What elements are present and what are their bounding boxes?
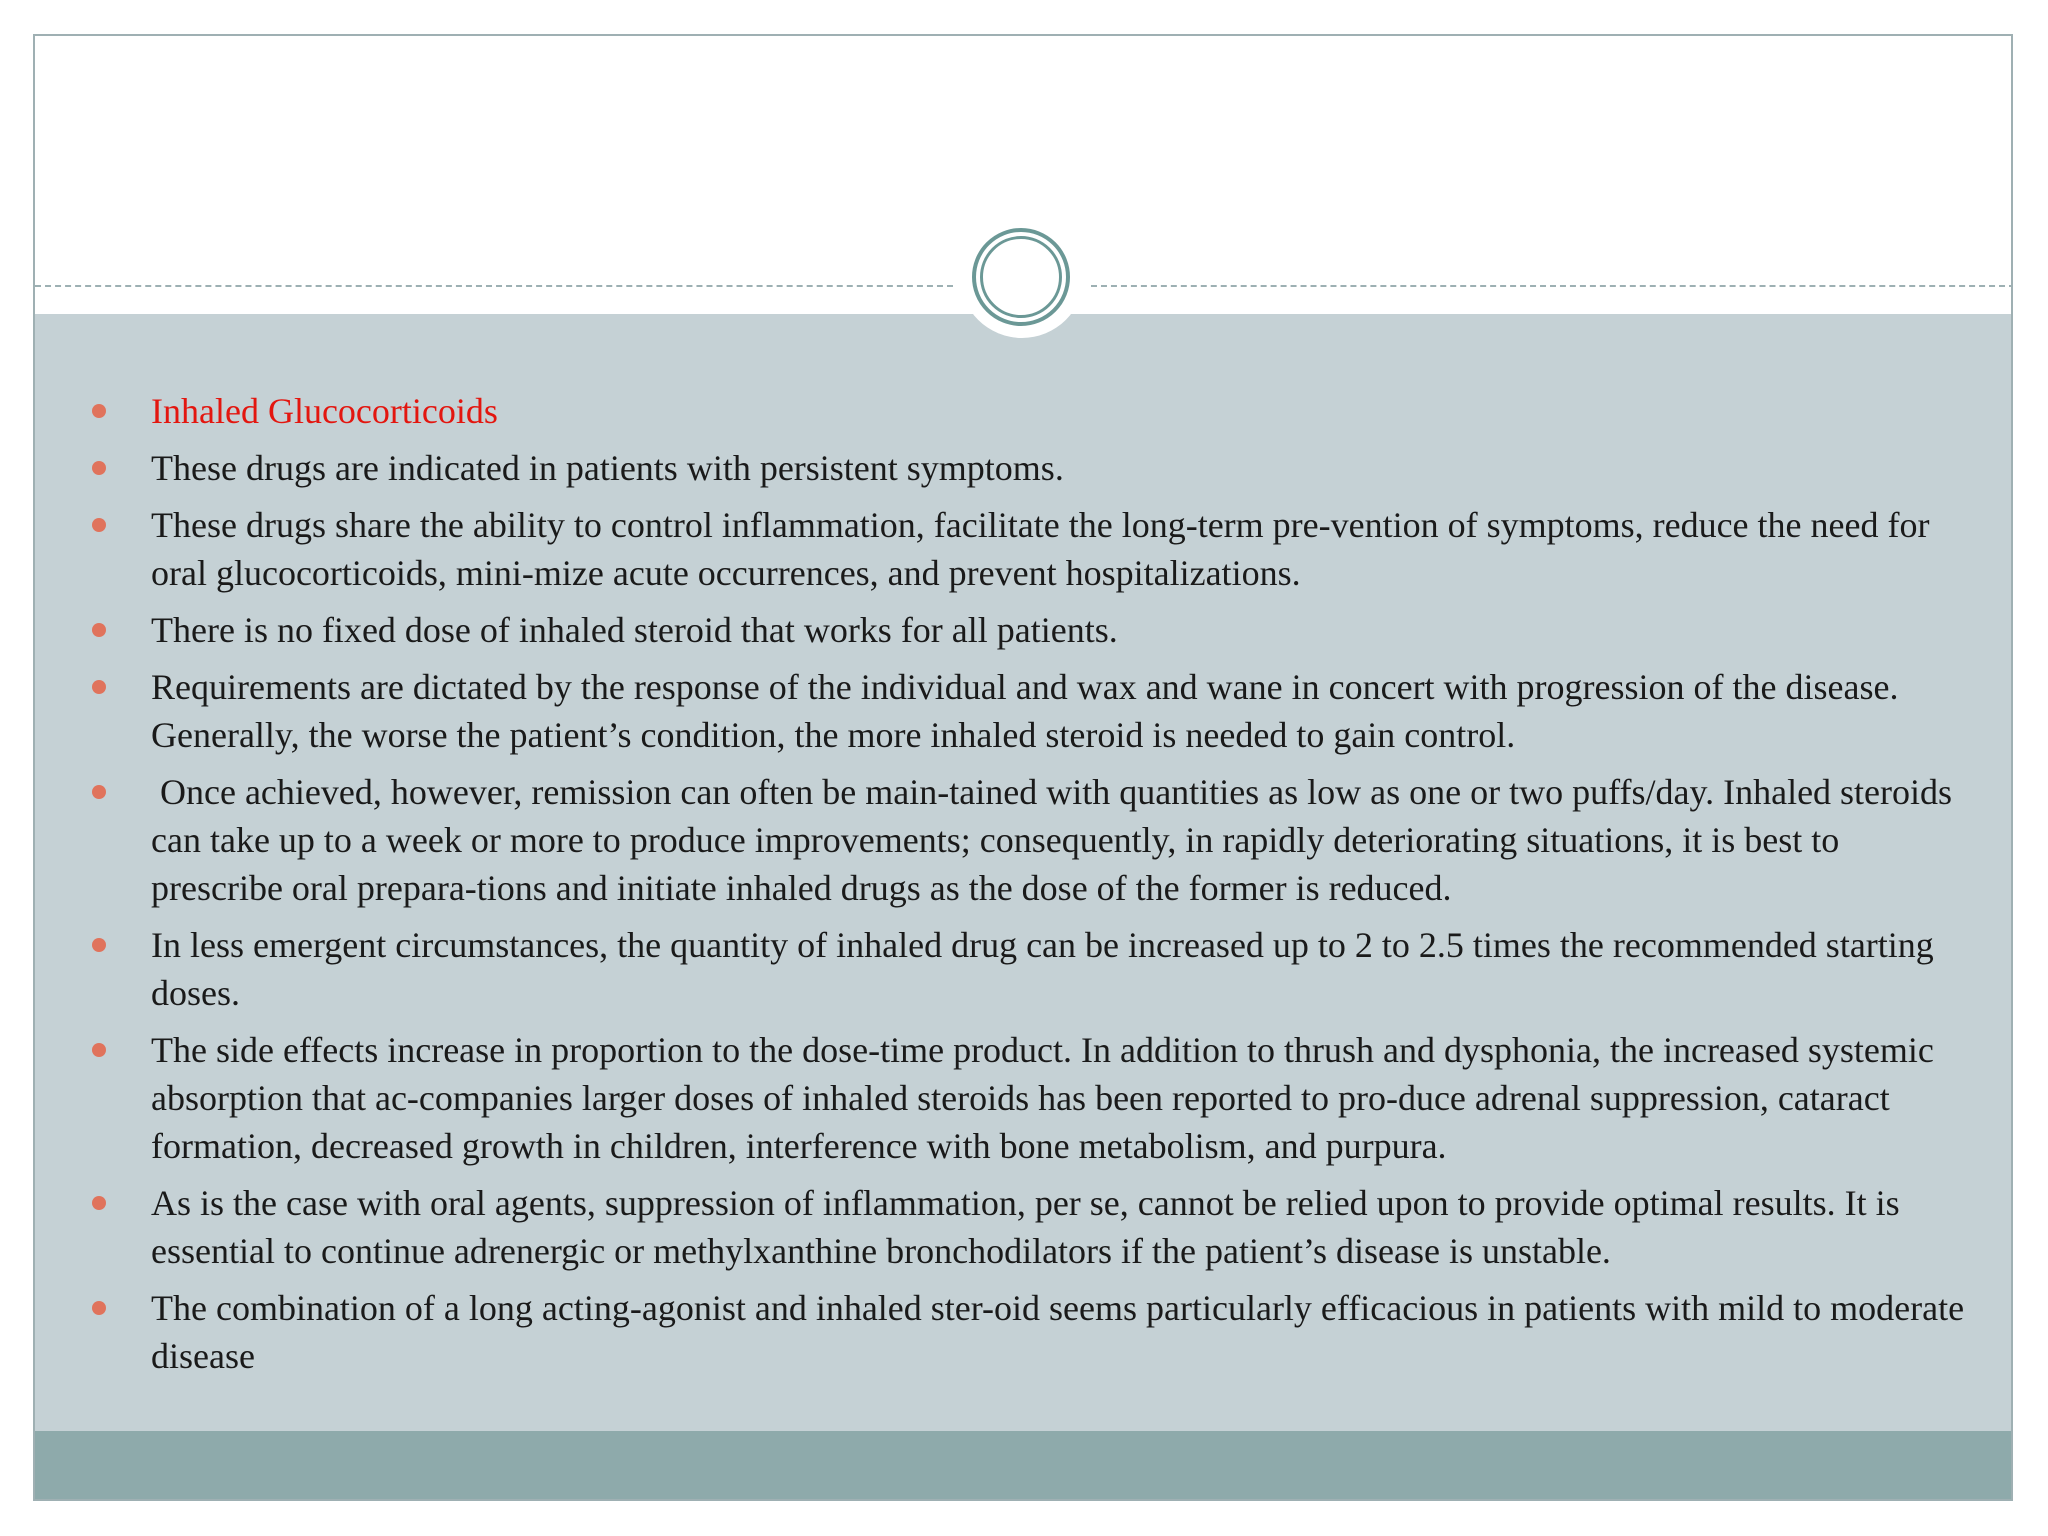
bullet-marker-icon xyxy=(92,1196,106,1210)
bullet-text: Once achieved, however, remission can often be main-tained with quantities as low as one or two puffs/day. Inhaled steroids can take up to a week or more to produce improvements; consequently, in rapidly deteriorating situations, it is best to prescribe oral prepara-tions and initiate inhaled drugs as the dose of the former is reduced. xyxy=(151,772,1962,908)
bullet-text: The combination of a long acting-agonist and inhaled ster-oid seems particularly efficacious in patients with mild to moderate disease xyxy=(151,1288,1965,1376)
bullet-marker-icon xyxy=(92,623,106,637)
bullet-marker-icon xyxy=(92,680,106,694)
ornament-inner-circle xyxy=(980,236,1062,318)
bullet-text: The side effects increase in proportion to the dose-time product. In addition to thrush and dysphonia, the increased systemic absorption that ac-companies larger doses of inhaled steroids has been reported to pro-duce adrenal suppression, cataract formation, decreased growth in children, interference with bone metabolism, and purpura. xyxy=(151,1030,1934,1166)
bullet-marker-icon xyxy=(92,404,106,418)
footer-band xyxy=(35,1431,2011,1501)
bullet-text: These drugs are indicated in patients with persistent symptoms. xyxy=(151,448,1064,488)
bullet-item xyxy=(35,768,2011,912)
bullet-marker-icon xyxy=(92,1301,106,1315)
bullet-text: Requirements are dictated by the response of the individual and wax and wane in concert with progression of the disease. Generally, the worse the patient’s condition, the more inhaled steroid is needed to gain control. xyxy=(151,667,1899,755)
bullet-item xyxy=(35,921,2011,1017)
slide xyxy=(33,34,2013,1501)
bullet-item xyxy=(35,387,2011,435)
bullet-list xyxy=(35,387,2011,1389)
bullet-item xyxy=(35,1284,2011,1380)
bullet-marker-icon xyxy=(92,938,106,952)
bullet-heading: Inhaled Glucocorticoids xyxy=(151,391,498,431)
bullet-marker-icon xyxy=(92,785,106,799)
divider-line-left xyxy=(35,285,953,287)
bullet-item xyxy=(35,1179,2011,1275)
bullet-item xyxy=(35,501,2011,597)
bullet-text: In less emergent circumstances, the quantity of inhaled drug can be increased up to 2 to 2.5 times the recommended starting doses. xyxy=(151,925,1934,1013)
bullet-text: These drugs share the ability to control inflammation, facilitate the long-term pre-vention of symptoms, reduce the need for oral glucocorticoids, mini-mize acute occurrences, and prevent hospitalizations. xyxy=(151,505,1930,593)
divider-line-right xyxy=(1091,285,2013,287)
bullet-marker-icon xyxy=(92,1043,106,1057)
bullet-text: There is no fixed dose of inhaled steroid that works for all patients. xyxy=(151,610,1118,650)
bullet-item xyxy=(35,606,2011,654)
bullet-item xyxy=(35,1026,2011,1170)
bullet-item xyxy=(35,444,2011,492)
bullet-marker-icon xyxy=(92,461,106,475)
bullet-text: As is the case with oral agents, suppression of inflammation, per se, cannot be relied upon to provide optimal results. It is essential to continue adrenergic or methylxanthine bronchodilators if the patient’s disease is unstable. xyxy=(151,1183,1900,1271)
bullet-marker-icon xyxy=(92,518,106,532)
bullet-item xyxy=(35,663,2011,759)
